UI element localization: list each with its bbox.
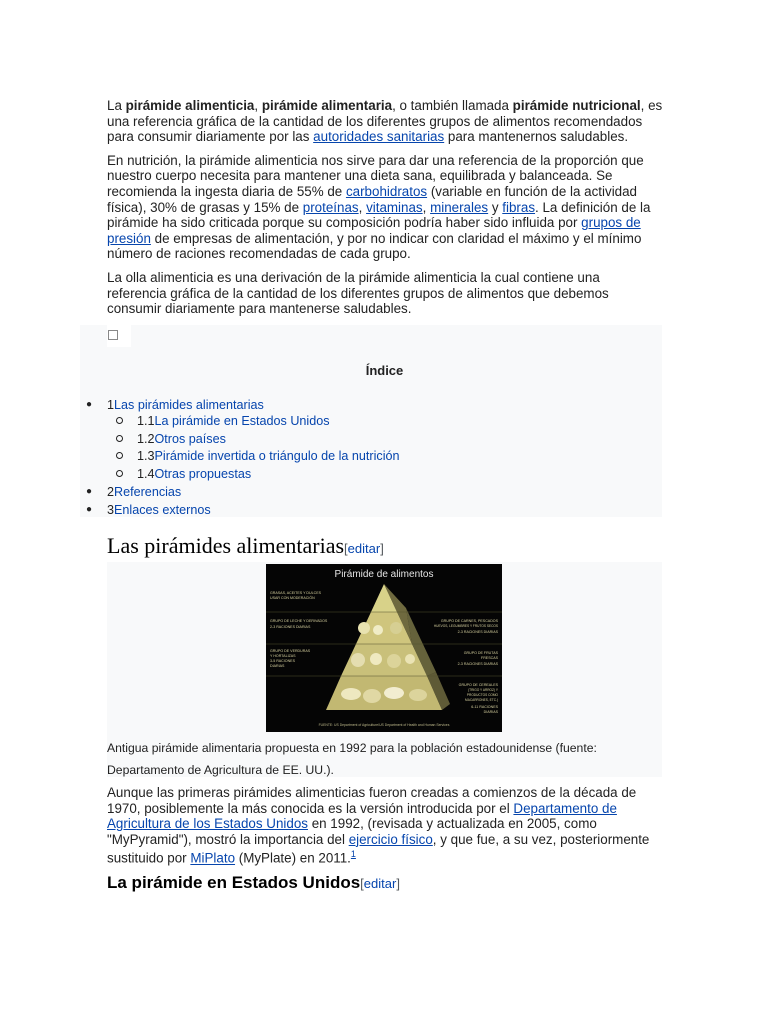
sub-bullet-icon xyxy=(116,470,123,477)
label-frutas: GRUPO DE FRUTAS xyxy=(463,651,498,655)
edit-section-link[interactable] xyxy=(344,541,384,556)
label-verduras-2: Y HORTALIZAS xyxy=(270,654,296,658)
bullet-icon: ● xyxy=(86,486,93,497)
toc-title: Índice xyxy=(365,363,404,378)
food-pyramid-graphic xyxy=(266,564,502,732)
bracket: [ xyxy=(344,541,348,556)
label-carnes-3: 2-3 RACIONES DIARIAS xyxy=(457,630,498,634)
text: . La definición de la pirámide ha sido criticada porque su composición podría haber sido influida por xyxy=(107,199,651,231)
section-title: Las pirámides alimentarias xyxy=(107,533,345,558)
toc-number: 1.1 xyxy=(137,414,155,428)
label-cereales-5: 6-11 RACIONES xyxy=(471,705,498,709)
toc-item-2[interactable] xyxy=(107,484,181,500)
toc-item-1-3[interactable] xyxy=(137,448,400,464)
edit-link[interactable]: editar xyxy=(363,876,397,891)
bracket: ] xyxy=(380,541,384,556)
paragraph-history xyxy=(107,785,663,866)
toc-link[interactable]: Otros países xyxy=(154,432,226,446)
edit-link[interactable]: editar xyxy=(347,541,381,556)
text: Aunque las primeras pirámides alimenticias fueron creadas a comienzos de la década de 1970, posiblemente la más conocida es la versión introducida por el xyxy=(107,785,637,816)
bracket: ] xyxy=(396,876,400,891)
toc-number: 2 xyxy=(107,485,115,499)
link-minerales[interactable]: minerales xyxy=(430,199,489,215)
subsection-title: La pirámide en Estados Unidos xyxy=(107,873,361,892)
label-frutas-3: 2-3 RACIONES DIARIAS xyxy=(457,662,498,666)
label-cereales: GRUPO DE CEREALES xyxy=(458,683,498,687)
link-vitaminas[interactable]: vitaminas xyxy=(366,199,423,215)
label-cereales-6: DIARIAS xyxy=(483,710,498,714)
toc-link[interactable]: Referencias xyxy=(114,485,182,499)
text: En nutrición, la pirámide alimenticia nos sirve para dar una referencia de la proporción que nuestro cuerpo necesita para mantener una dieta sana, equilibrada y balanceada. Se recomienda la ingesta diaria de 55% de xyxy=(107,152,644,199)
term-piramide-alimenticia: pirámide alimenticia xyxy=(125,98,255,113)
label-leche-2: 2-3 RACIONES DIARIAS xyxy=(270,625,311,629)
toc-link[interactable]: Enlaces externos xyxy=(114,503,211,517)
article-intro xyxy=(107,98,663,325)
term-piramide-nutricional: pirámide nutricional xyxy=(512,98,641,113)
intro-paragraph-2 xyxy=(107,153,663,262)
toc-toggle-checkbox[interactable] xyxy=(108,330,118,340)
link-proteinas[interactable]: proteínas xyxy=(302,199,359,215)
link-miplato[interactable]: MiPlato xyxy=(190,850,236,866)
bracket: [ xyxy=(360,876,364,891)
text: , xyxy=(422,199,431,215)
link-ejercicio-fisico[interactable]: ejercicio físico xyxy=(348,831,433,847)
toc-item-1[interactable] xyxy=(107,397,264,413)
toc-number: 1.2 xyxy=(137,432,155,446)
text: (MyPlate) en 2011. xyxy=(235,850,351,866)
subsection-heading-estados-unidos xyxy=(107,872,400,895)
text: , o también llamada xyxy=(392,98,513,113)
toc-link[interactable]: La pirámide en Estados Unidos xyxy=(154,414,330,428)
text: , xyxy=(358,199,367,215)
label-grasas: GRASAS, ACEITES Y DULCES xyxy=(270,591,321,595)
label-carnes-2: HUEVOS, LEGUMBRES Y FRUTOS SECOS xyxy=(433,624,498,628)
toc-link[interactable]: Otras propuestas xyxy=(154,467,252,481)
toc-item-3[interactable] xyxy=(107,502,211,518)
link-grupos-de-presion[interactable]: grupos de presión xyxy=(107,215,641,246)
bullet-icon: ● xyxy=(86,504,93,515)
text: para mantenernos saludables. xyxy=(444,129,629,145)
section-heading-piramides xyxy=(107,533,662,563)
toc-item-1-2[interactable] xyxy=(137,431,226,447)
label-carnes: GRUPO DE CARNES, PESCADOS xyxy=(440,619,498,623)
toc-number: 3 xyxy=(107,503,115,517)
sub-bullet-icon xyxy=(116,452,123,459)
label-verduras-4: DIARIAS xyxy=(270,664,285,668)
text: y xyxy=(488,199,503,215)
label-leche: GRUPO DE LECHE Y DERIVADOS xyxy=(270,619,328,623)
toc-link[interactable]: Las pirámides alimentarias xyxy=(114,398,264,412)
text: en 1992, (revisada y actualizada en 2005, como "MyPyramid"), mostró la importancia del xyxy=(107,816,597,847)
label-cereales-2: (TRIGO Y ARROZ) Y xyxy=(468,688,498,692)
intro-paragraph-3: La olla alimenticia es una derivación de la pirámide alimenticia la cual contiene una referencia gráfica de la cantidad de los diferentes grupos de alimentos que debemos consumir diariamente para mantenerse saludables. xyxy=(107,269,609,317)
sub-bullet-icon xyxy=(116,435,123,442)
text: La xyxy=(107,98,126,113)
link-autoridades-sanitarias[interactable]: autoridades sanitarias xyxy=(313,129,445,145)
link-departamento-agricultura[interactable]: Departamento de Agricultura de los Estados Unidos xyxy=(107,800,617,832)
text: (variable en función de la actividad física), 30% de grasas y 15% de xyxy=(107,183,638,215)
text: , es una referencia gráfica de la cantidad de los diferentes grupos de alimentos recomendados para consumir diariamente por las xyxy=(107,98,663,145)
pyramid-title: Pirámide de alimentos xyxy=(334,569,434,580)
sub-bullet-icon xyxy=(116,417,123,424)
intro-paragraph-1 xyxy=(107,98,663,145)
term-piramide-alimentaria: pirámide alimentaria xyxy=(261,98,393,113)
link-fibras[interactable]: fibras xyxy=(502,199,536,215)
text: de empresas de alimentación, y por no indicar con claridad el máximo y el mínimo número de raciones recomendadas de cada grupo. xyxy=(107,230,642,262)
label-frutas-2: FRESCAS xyxy=(481,656,498,660)
edit-subsection-link[interactable] xyxy=(360,876,400,891)
toc-number: 1.4 xyxy=(137,467,155,481)
toc-link[interactable]: Pirámide invertida o triángulo de la nutrición xyxy=(154,449,400,463)
label-verduras: GRUPO DE VERDURAS xyxy=(270,649,311,653)
label-cereales-3: PRODUCTOS COMO xyxy=(466,693,498,697)
toc-number: 1.3 xyxy=(137,449,155,463)
toc-item-1-1[interactable] xyxy=(137,413,330,429)
reference-link[interactable]: 1 xyxy=(350,849,356,860)
text: , y que fue, a su vez, posteriormente sustituido por xyxy=(107,831,650,866)
bullet-icon: ● xyxy=(86,399,93,410)
toc-number: 1 xyxy=(107,398,115,412)
label-verduras-3: 3-5 RACIONES xyxy=(270,659,295,663)
label-fuente: FUENTE: US Department of Agriculture/US Department of Health and Human Services xyxy=(318,723,450,727)
label-cereales-4: MACARRONES, ETC.) xyxy=(465,698,498,702)
food-pyramid-image[interactable] xyxy=(266,564,502,732)
label-grasas-2: USAR CON MODERACIÓN xyxy=(270,596,315,600)
toc-item-1-4[interactable] xyxy=(137,466,251,482)
section-body xyxy=(107,785,663,874)
link-carbohidratos[interactable]: carbohidratos xyxy=(345,183,428,199)
figure-caption: Antigua pirámide alimentaria propuesta en 1992 para la población estadounidense (fuente: Departamento de Agricultura de EE. UU.). xyxy=(107,741,597,777)
text: , xyxy=(254,98,262,113)
